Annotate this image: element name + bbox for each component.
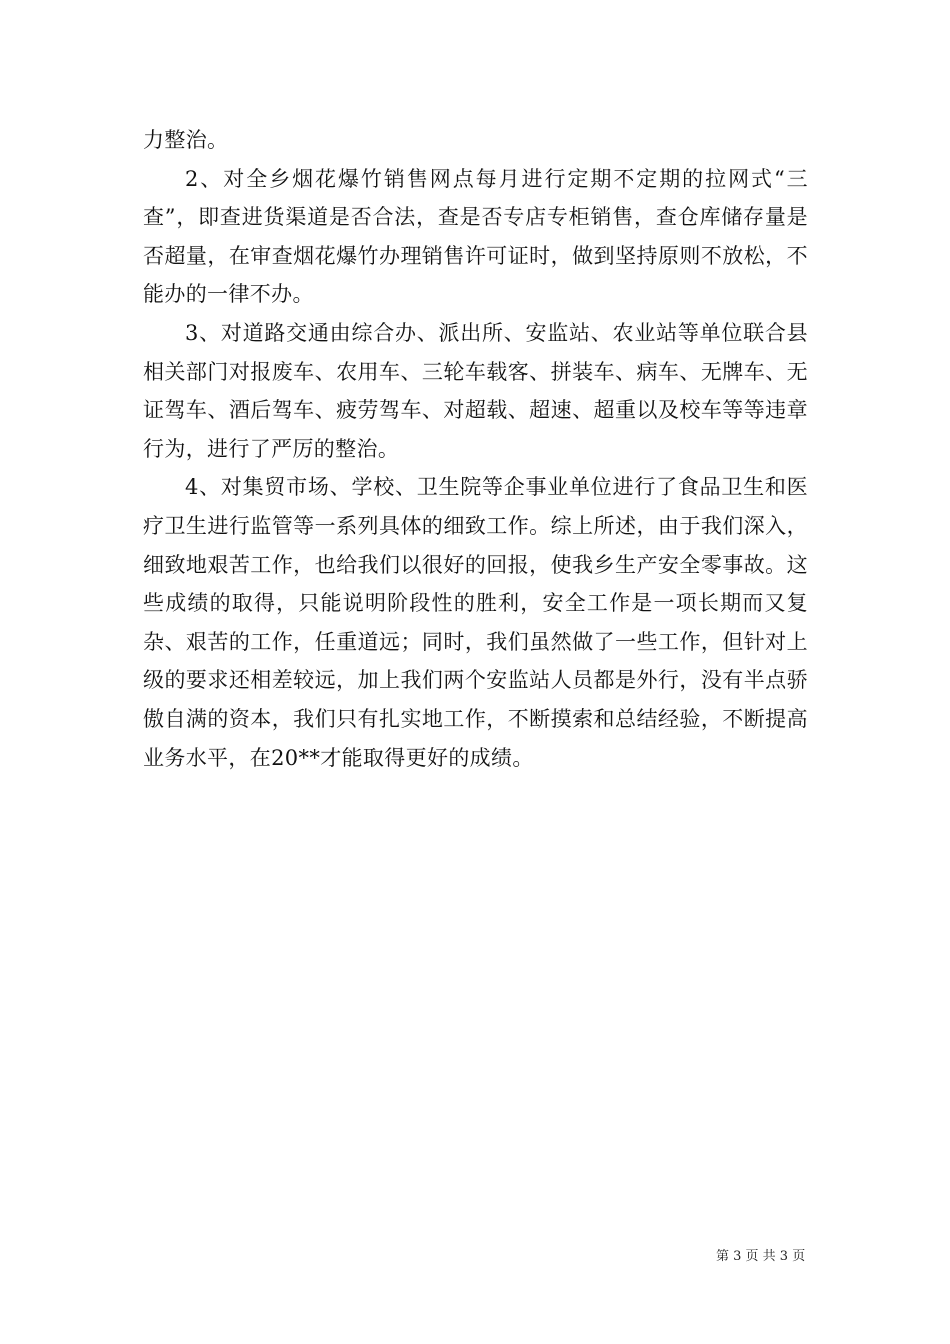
paragraph-continuation: 力整治。 [143, 128, 229, 152]
page-number-footer: 第 3 页 共 3 页 [716, 1249, 806, 1264]
document-body [143, 121, 808, 777]
paragraph-road-traffic: 3、对道路交通由综合办、派出所、安监站、农业站等单位联合县相关部门对报废车、农用车、三轮车载客、拼装车、病车、无牌车、无证驾车、酒后驾车、疲劳驾车、对超载、超速、超重以及校车等等违章行为，进行了严厉的整治。 [143, 320, 808, 461]
paragraph-market-school-hospital: 4、对集贸市场、学校、卫生院等企事业单位进行了食品卫生和医疗卫生进行监管等一系列具体的细致工作。综上所述，由于我们深入，细致地艰苦工作，也给我们以很好的回报，使我乡生产安全零事故。这些成绩的取得，只能说明阶段性的胜利，安全工作是一项长期而又复杂、艰苦的工作，任重道远；同时，我们虽然做了一些工作，但针对上级的要求还相差较远，加上我们两个安监站人员都是外行，没有半点骄傲自满的资本，我们只有扎实地工作，不断摸索和总结经验，不断提高业务水平，在20**才能取得更好的成绩。 [143, 475, 808, 770]
paragraph-fireworks-inspection: 2、对全乡烟花爆竹销售网点每月进行定期不定期的拉网式“三查”，即查进货渠道是否合法，查是否专店专柜销售，查仓库储存量是否超量，在审查烟花爆竹办理销售许可证时，做到坚持原则不放松，不能办的一律不办。 [143, 166, 808, 307]
